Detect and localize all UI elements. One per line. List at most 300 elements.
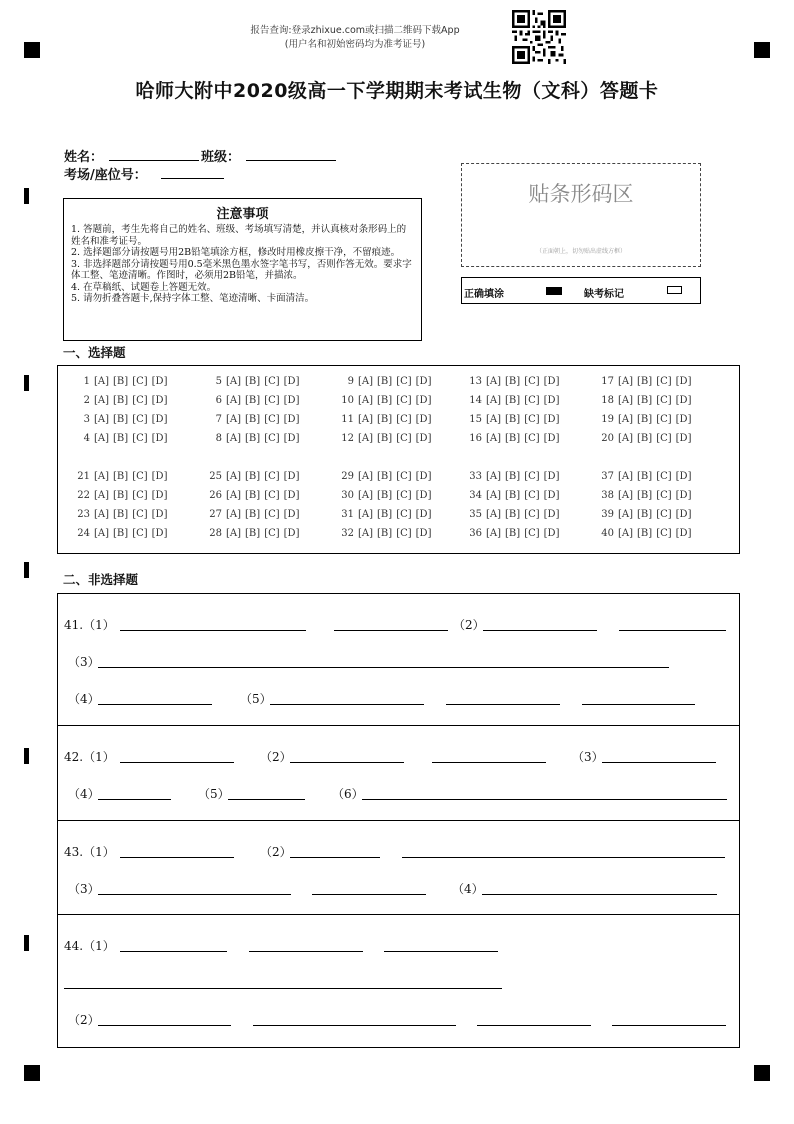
name-field[interactable] <box>109 160 199 161</box>
qr-code-icon[interactable] <box>512 10 566 64</box>
q42-5-label: （5） <box>198 787 230 801</box>
multiple-choice-box <box>57 365 740 554</box>
q43-2-blank[interactable] <box>290 857 380 858</box>
q44-2-label: （2） <box>68 1013 100 1027</box>
mc-option-1-c[interactable]: [C] <box>132 376 148 387</box>
q41-4-label: （4） <box>68 692 100 706</box>
mc-question-number: 20 <box>601 433 614 444</box>
mc-question-number: 10 <box>341 395 354 406</box>
mc-option-18-b[interactable]: [B] <box>637 395 653 406</box>
mc-option-24-d[interactable]: [D] <box>151 528 168 539</box>
mc-option-20-c[interactable]: [C] <box>656 433 672 444</box>
mc-option-10-d[interactable]: [D] <box>415 395 432 406</box>
mc-option-28-a[interactable]: [A] <box>226 528 242 539</box>
mc-option-38-d[interactable]: [D] <box>675 490 692 501</box>
mc-option-13-a[interactable]: [A] <box>486 376 502 387</box>
mc-option-27-a[interactable]: [A] <box>226 509 242 520</box>
mc-option-28-c[interactable]: [C] <box>264 528 280 539</box>
mc-question-number: 7 <box>215 414 222 425</box>
mc-option-14-d[interactable]: [D] <box>543 395 560 406</box>
section2-title: 二、非选择题 <box>63 572 139 587</box>
q43-3-label: （3） <box>68 882 100 896</box>
mc-option-12-a[interactable]: [A] <box>358 433 374 444</box>
mc-question-30 <box>338 490 435 501</box>
mc-option-28-d[interactable]: [D] <box>283 528 300 539</box>
corner-mark-bottom-left <box>24 1065 40 1081</box>
mc-option-1-d[interactable]: [D] <box>151 376 168 387</box>
mc-option-7-b[interactable]: [B] <box>245 414 261 425</box>
mc-option-38-a[interactable]: [A] <box>618 490 634 501</box>
mc-question-number: 12 <box>341 433 354 444</box>
mc-option-31-d[interactable]: [D] <box>415 509 432 520</box>
mc-option-29-b[interactable]: [B] <box>377 471 393 482</box>
mc-option-8-c[interactable]: [C] <box>264 433 280 444</box>
mc-question-7 <box>206 414 303 425</box>
mc-option-39-b[interactable]: [B] <box>637 509 653 520</box>
mc-option-8-a[interactable]: [A] <box>226 433 242 444</box>
q44-2-blank-d[interactable] <box>612 1025 726 1026</box>
mc-option-32-c[interactable]: [C] <box>396 528 412 539</box>
q44-1-blank-c[interactable] <box>384 951 498 952</box>
mc-option-1-b[interactable]: [B] <box>113 376 129 387</box>
q42-4-blank[interactable] <box>98 799 171 800</box>
mc-option-11-c[interactable]: [C] <box>396 414 412 425</box>
mc-option-27-c[interactable]: [C] <box>264 509 280 520</box>
barcode-area[interactable] <box>461 163 701 267</box>
absent-label: 缺考标记 <box>584 289 624 300</box>
mc-option-36-b[interactable]: [B] <box>505 528 521 539</box>
q42-3-blank[interactable] <box>602 762 716 763</box>
mc-option-2-b[interactable]: [B] <box>113 395 129 406</box>
q44-1-blank-b[interactable] <box>249 951 363 952</box>
mc-option-25-b[interactable]: [B] <box>245 471 261 482</box>
mc-option-6-c[interactable]: [C] <box>264 395 280 406</box>
mc-question-34 <box>466 490 563 501</box>
mc-option-20-b[interactable]: [B] <box>637 433 653 444</box>
mc-option-6-a[interactable]: [A] <box>226 395 242 406</box>
notice-title: 注意事项 <box>216 207 269 222</box>
seat-field[interactable] <box>161 178 224 179</box>
mc-question-number: 13 <box>469 376 482 387</box>
q44-label: 44.（1） <box>64 939 115 953</box>
mc-question-number: 19 <box>601 414 614 425</box>
q43-label: 43.（1） <box>64 845 115 859</box>
mc-option-12-c[interactable]: [C] <box>396 433 412 444</box>
q44-1-blank-d[interactable] <box>64 988 502 989</box>
mc-question-21 <box>74 471 171 482</box>
mc-option-21-c[interactable]: [C] <box>132 471 148 482</box>
mc-option-11-a[interactable]: [A] <box>358 414 374 425</box>
mc-option-37-b[interactable]: [B] <box>637 471 653 482</box>
mc-question-2 <box>74 395 171 406</box>
mc-option-35-c[interactable]: [C] <box>524 509 540 520</box>
mc-option-27-d[interactable]: [D] <box>283 509 300 520</box>
seat-label: 考场/座位号： <box>64 168 147 183</box>
mc-option-18-d[interactable]: [D] <box>675 395 692 406</box>
mc-option-23-b[interactable]: [B] <box>113 509 129 520</box>
mc-option-15-b[interactable]: [B] <box>505 414 521 425</box>
mc-option-30-d[interactable]: [D] <box>415 490 432 501</box>
mc-option-39-c[interactable]: [C] <box>656 509 672 520</box>
mc-option-10-a[interactable]: [A] <box>358 395 374 406</box>
class-field[interactable] <box>246 160 336 161</box>
divider <box>57 725 740 726</box>
mc-option-8-b[interactable]: [B] <box>245 433 261 444</box>
mc-option-17-a[interactable]: [A] <box>618 376 634 387</box>
mc-option-25-c[interactable]: [C] <box>264 471 280 482</box>
q41-5-blank-b[interactable] <box>446 704 560 705</box>
notice-body <box>64 224 421 305</box>
mc-question-number: 37 <box>601 471 614 482</box>
mc-option-15-d[interactable]: [D] <box>543 414 560 425</box>
mc-option-4-b[interactable]: [B] <box>113 433 129 444</box>
mc-question-28 <box>206 528 303 539</box>
notice-box <box>63 198 422 341</box>
mc-option-23-d[interactable]: [D] <box>151 509 168 520</box>
barcode-title: 贴条形码区 <box>528 182 634 206</box>
mc-question-15 <box>466 414 563 425</box>
mc-option-23-a[interactable]: [A] <box>94 509 110 520</box>
mc-option-2-a[interactable]: [A] <box>94 395 110 406</box>
mc-option-18-a[interactable]: [A] <box>618 395 634 406</box>
mc-option-16-c[interactable]: [C] <box>524 433 540 444</box>
mc-option-7-c[interactable]: [C] <box>264 414 280 425</box>
mc-option-9-b[interactable]: [B] <box>377 376 393 387</box>
mc-question-number: 1 <box>83 376 90 387</box>
mc-option-35-d[interactable]: [D] <box>543 509 560 520</box>
q42-3-label: （3） <box>572 750 604 764</box>
mc-option-32-d[interactable]: [D] <box>415 528 432 539</box>
mc-option-3-a[interactable]: [A] <box>94 414 110 425</box>
mc-option-13-c[interactable]: [C] <box>524 376 540 387</box>
mc-option-21-d[interactable]: [D] <box>151 471 168 482</box>
mc-option-38-c[interactable]: [C] <box>656 490 672 501</box>
mc-option-12-b[interactable]: [B] <box>377 433 393 444</box>
timing-mark <box>24 562 29 578</box>
mc-option-35-b[interactable]: [B] <box>505 509 521 520</box>
mc-option-22-a[interactable]: [A] <box>94 490 110 501</box>
mc-option-36-d[interactable]: [D] <box>543 528 560 539</box>
q41-2-blank-b[interactable] <box>619 630 726 631</box>
mc-option-22-c[interactable]: [C] <box>132 490 148 501</box>
mc-question-38 <box>598 490 695 501</box>
mc-option-3-b[interactable]: [B] <box>113 414 129 425</box>
mc-option-4-a[interactable]: [A] <box>94 433 110 444</box>
q41-5-blank-c[interactable] <box>582 704 695 705</box>
mc-question-number: 34 <box>469 490 482 501</box>
q41-3-label: （3） <box>68 655 100 669</box>
mc-option-9-c[interactable]: [C] <box>396 376 412 387</box>
mc-option-23-c[interactable]: [C] <box>132 509 148 520</box>
mc-option-29-a[interactable]: [A] <box>358 471 374 482</box>
q41-2-blank[interactable] <box>483 630 597 631</box>
mc-option-26-a[interactable]: [A] <box>226 490 242 501</box>
mc-question-number: 6 <box>215 395 222 406</box>
mc-option-26-c[interactable]: [C] <box>264 490 280 501</box>
mc-option-31-c[interactable]: [C] <box>396 509 412 520</box>
mc-question-1 <box>74 376 171 387</box>
corner-mark-bottom-right <box>754 1065 770 1081</box>
mc-option-24-c[interactable]: [C] <box>132 528 148 539</box>
mc-question-20 <box>598 433 695 444</box>
mc-option-5-a[interactable]: [A] <box>226 376 242 387</box>
q43-3-blank[interactable] <box>98 894 291 895</box>
q42-2-label: （2） <box>260 750 292 764</box>
mc-question-33 <box>466 471 563 482</box>
mc-option-19-a[interactable]: [A] <box>618 414 634 425</box>
absent-checkbox[interactable] <box>667 286 682 294</box>
notice-item: 5. 请勿折叠答题卡,保持字体工整、笔迹清晰、卡面清洁。 <box>71 293 315 304</box>
mc-question-27 <box>206 509 303 520</box>
mc-question-number: 21 <box>77 471 90 482</box>
mc-option-5-c[interactable]: [C] <box>264 376 280 387</box>
mc-question-number: 24 <box>77 528 90 539</box>
mc-question-17 <box>598 376 695 387</box>
mc-option-11-d[interactable]: [D] <box>415 414 432 425</box>
mc-option-8-d[interactable]: [D] <box>283 433 300 444</box>
mc-option-36-c[interactable]: [C] <box>524 528 540 539</box>
mc-question-32 <box>338 528 435 539</box>
mc-option-32-a[interactable]: [A] <box>358 528 374 539</box>
mc-question-23 <box>74 509 171 520</box>
mc-option-9-d[interactable]: [D] <box>415 376 432 387</box>
mc-option-34-d[interactable]: [D] <box>543 490 560 501</box>
mc-option-34-b[interactable]: [B] <box>505 490 521 501</box>
mc-option-17-d[interactable]: [D] <box>675 376 692 387</box>
mc-question-number: 25 <box>209 471 222 482</box>
mc-question-14 <box>466 395 563 406</box>
mc-option-13-b[interactable]: [B] <box>505 376 521 387</box>
mc-option-19-d[interactable]: [D] <box>675 414 692 425</box>
mc-option-10-c[interactable]: [C] <box>396 395 412 406</box>
mc-option-19-b[interactable]: [B] <box>637 414 653 425</box>
mc-question-26 <box>206 490 303 501</box>
mc-question-number: 15 <box>469 414 482 425</box>
notice-item: 2. 选择题部分请按题号用2B铅笔填涂方框，修改时用橡皮擦干净，不留痕迹。 <box>71 247 401 258</box>
mc-option-33-c[interactable]: [C] <box>524 471 540 482</box>
q42-label: 42.（1） <box>64 750 115 764</box>
mc-option-2-c[interactable]: [C] <box>132 395 148 406</box>
mc-question-12 <box>338 433 435 444</box>
mc-option-33-a[interactable]: [A] <box>486 471 502 482</box>
mc-option-37-d[interactable]: [D] <box>675 471 692 482</box>
q43-3-blank-b[interactable] <box>312 894 426 895</box>
mc-option-2-d[interactable]: [D] <box>151 395 168 406</box>
mc-option-15-a[interactable]: [A] <box>486 414 502 425</box>
mc-question-18 <box>598 395 695 406</box>
mc-question-number: 18 <box>601 395 614 406</box>
mc-question-8 <box>206 433 303 444</box>
mc-option-24-b[interactable]: [B] <box>113 528 129 539</box>
mc-option-40-d[interactable]: [D] <box>675 528 692 539</box>
mc-option-15-c[interactable]: [C] <box>524 414 540 425</box>
mc-question-number: 39 <box>601 509 614 520</box>
mc-option-26-b[interactable]: [B] <box>245 490 261 501</box>
q43-4-blank[interactable] <box>482 894 717 895</box>
q43-1-blank[interactable] <box>120 857 234 858</box>
mc-option-10-b[interactable]: [B] <box>377 395 393 406</box>
mc-option-4-d[interactable]: [D] <box>151 433 168 444</box>
mc-option-6-d[interactable]: [D] <box>283 395 300 406</box>
mc-option-33-d[interactable]: [D] <box>543 471 560 482</box>
mc-option-17-c[interactable]: [C] <box>656 376 672 387</box>
mc-question-11 <box>338 414 435 425</box>
mc-question-36 <box>466 528 563 539</box>
q42-1-blank[interactable] <box>120 762 234 763</box>
mc-option-29-d[interactable]: [D] <box>415 471 432 482</box>
mc-option-3-c[interactable]: [C] <box>132 414 148 425</box>
q41-5-blank[interactable] <box>270 704 424 705</box>
mc-option-19-c[interactable]: [C] <box>656 414 672 425</box>
mc-question-9 <box>338 376 435 387</box>
mc-question-number: 2 <box>83 395 90 406</box>
mc-question-37 <box>598 471 695 482</box>
mc-option-37-a[interactable]: [A] <box>618 471 634 482</box>
correct-fill-sample <box>546 287 562 295</box>
mc-question-16 <box>466 433 563 444</box>
mc-option-31-b[interactable]: [B] <box>377 509 393 520</box>
mc-option-9-a[interactable]: [A] <box>358 376 374 387</box>
mc-option-30-c[interactable]: [C] <box>396 490 412 501</box>
mc-option-16-d[interactable]: [D] <box>543 433 560 444</box>
mc-question-number: 23 <box>77 509 90 520</box>
timing-mark <box>24 935 29 951</box>
mc-option-6-b[interactable]: [B] <box>245 395 261 406</box>
q44-2-blank-c[interactable] <box>477 1025 591 1026</box>
mc-question-number: 29 <box>341 471 354 482</box>
fill-key <box>461 277 701 304</box>
mc-option-4-c[interactable]: [C] <box>132 433 148 444</box>
mc-option-14-b[interactable]: [B] <box>505 395 521 406</box>
q42-6-blank[interactable] <box>362 799 727 800</box>
mc-option-22-b[interactable]: [B] <box>113 490 129 501</box>
mc-question-number: 40 <box>601 528 614 539</box>
mc-option-39-a[interactable]: [A] <box>618 509 634 520</box>
q43-2-blank-b[interactable] <box>402 857 725 858</box>
mc-option-25-d[interactable]: [D] <box>283 471 300 482</box>
q41-1-blank[interactable] <box>120 630 306 631</box>
mc-option-11-b[interactable]: [B] <box>377 414 393 425</box>
report-query-line: 报告查询:登录zhixue.com或扫描二维码下载App <box>250 25 460 36</box>
mc-question-39 <box>598 509 695 520</box>
mc-question-number: 26 <box>209 490 222 501</box>
q42-5-blank[interactable] <box>228 799 305 800</box>
mc-option-13-d[interactable]: [D] <box>543 376 560 387</box>
mc-question-number: 38 <box>601 490 614 501</box>
q42-6-label: （6） <box>332 787 364 801</box>
mc-option-39-d[interactable]: [D] <box>675 509 692 520</box>
mc-option-40-a[interactable]: [A] <box>618 528 634 539</box>
mc-option-28-b[interactable]: [B] <box>245 528 261 539</box>
mc-option-40-b[interactable]: [B] <box>637 528 653 539</box>
q42-2-blank[interactable] <box>290 762 404 763</box>
divider <box>57 820 740 821</box>
mc-option-36-a[interactable]: [A] <box>486 528 502 539</box>
q42-2-blank-b[interactable] <box>432 762 546 763</box>
q41-4-blank[interactable] <box>98 704 212 705</box>
q44-2-blank[interactable] <box>98 1025 231 1026</box>
mc-question-number: 9 <box>347 376 354 387</box>
mc-option-5-d[interactable]: [D] <box>283 376 300 387</box>
corner-mark-top-right <box>754 42 770 58</box>
mc-option-21-a[interactable]: [A] <box>94 471 110 482</box>
q41-3-blank[interactable] <box>98 667 669 668</box>
mc-option-38-b[interactable]: [B] <box>637 490 653 501</box>
mc-option-14-c[interactable]: [C] <box>524 395 540 406</box>
q44-1-blank[interactable] <box>120 951 227 952</box>
mc-option-16-a[interactable]: [A] <box>486 433 502 444</box>
q41-label: 41.（1） <box>64 618 115 632</box>
mc-option-7-d[interactable]: [D] <box>283 414 300 425</box>
mc-option-3-d[interactable]: [D] <box>151 414 168 425</box>
mc-option-5-b[interactable]: [B] <box>245 376 261 387</box>
mc-question-number: 32 <box>341 528 354 539</box>
mc-question-number: 35 <box>469 509 482 520</box>
mc-option-35-a[interactable]: [A] <box>486 509 502 520</box>
credential-hint: (用户名和初始密码均为准考证号) <box>284 39 426 50</box>
q43-2-label: （2） <box>260 845 292 859</box>
mc-option-20-d[interactable]: [D] <box>675 433 692 444</box>
q41-5-label: （5） <box>240 692 272 706</box>
mc-option-40-c[interactable]: [C] <box>656 528 672 539</box>
mc-option-34-a[interactable]: [A] <box>486 490 502 501</box>
mc-question-31 <box>338 509 435 520</box>
mc-question-5 <box>206 376 303 387</box>
mc-question-3 <box>74 414 171 425</box>
mc-option-37-c[interactable]: [C] <box>656 471 672 482</box>
q41-2-label: （2） <box>453 618 485 632</box>
q44-2-blank-b[interactable] <box>253 1025 456 1026</box>
mc-option-30-a[interactable]: [A] <box>358 490 374 501</box>
notice-item: 3. 非选择题部分请按题号用0.5毫米黑色墨水签字笔书写，否则作答无效。要求字体工整、笔迹清晰。作图时，必须用2B铅笔，并描浓。 <box>71 258 412 281</box>
page-title: 哈师大附中2020级高一下学期期末考试生物（文科）答题卡 <box>135 80 659 102</box>
mc-option-18-c[interactable]: [C] <box>656 395 672 406</box>
q41-1-blank-b[interactable] <box>334 630 448 631</box>
mc-option-31-a[interactable]: [A] <box>358 509 374 520</box>
mc-question-number: 4 <box>83 433 90 444</box>
mc-question-number: 14 <box>469 395 482 406</box>
mc-question-13 <box>466 376 563 387</box>
mc-option-34-c[interactable]: [C] <box>524 490 540 501</box>
mc-question-22 <box>74 490 171 501</box>
mc-question-number: 17 <box>601 376 614 387</box>
mc-option-33-b[interactable]: [B] <box>505 471 521 482</box>
mc-question-number: 8 <box>215 433 222 444</box>
mc-option-22-d[interactable]: [D] <box>151 490 168 501</box>
mc-question-number: 27 <box>209 509 222 520</box>
mc-option-1-a[interactable]: [A] <box>94 376 110 387</box>
mc-question-24 <box>74 528 171 539</box>
mc-option-14-a[interactable]: [A] <box>486 395 502 406</box>
mc-option-24-a[interactable]: [A] <box>94 528 110 539</box>
mc-option-29-c[interactable]: [C] <box>396 471 412 482</box>
mc-option-32-b[interactable]: [B] <box>377 528 393 539</box>
mc-option-7-a[interactable]: [A] <box>226 414 242 425</box>
mc-option-26-d[interactable]: [D] <box>283 490 300 501</box>
class-label: 班级： <box>201 150 241 165</box>
mc-option-21-b[interactable]: [B] <box>113 471 129 482</box>
mc-option-17-b[interactable]: [B] <box>637 376 653 387</box>
mc-option-25-a[interactable]: [A] <box>226 471 242 482</box>
mc-option-30-b[interactable]: [B] <box>377 490 393 501</box>
mc-question-number: 31 <box>341 509 354 520</box>
mc-option-27-b[interactable]: [B] <box>245 509 261 520</box>
mc-option-12-d[interactable]: [D] <box>415 433 432 444</box>
mc-question-25 <box>206 471 303 482</box>
correct-fill-label: 正确填涂 <box>464 289 504 300</box>
mc-option-20-a[interactable]: [A] <box>618 433 634 444</box>
mc-option-16-b[interactable]: [B] <box>505 433 521 444</box>
